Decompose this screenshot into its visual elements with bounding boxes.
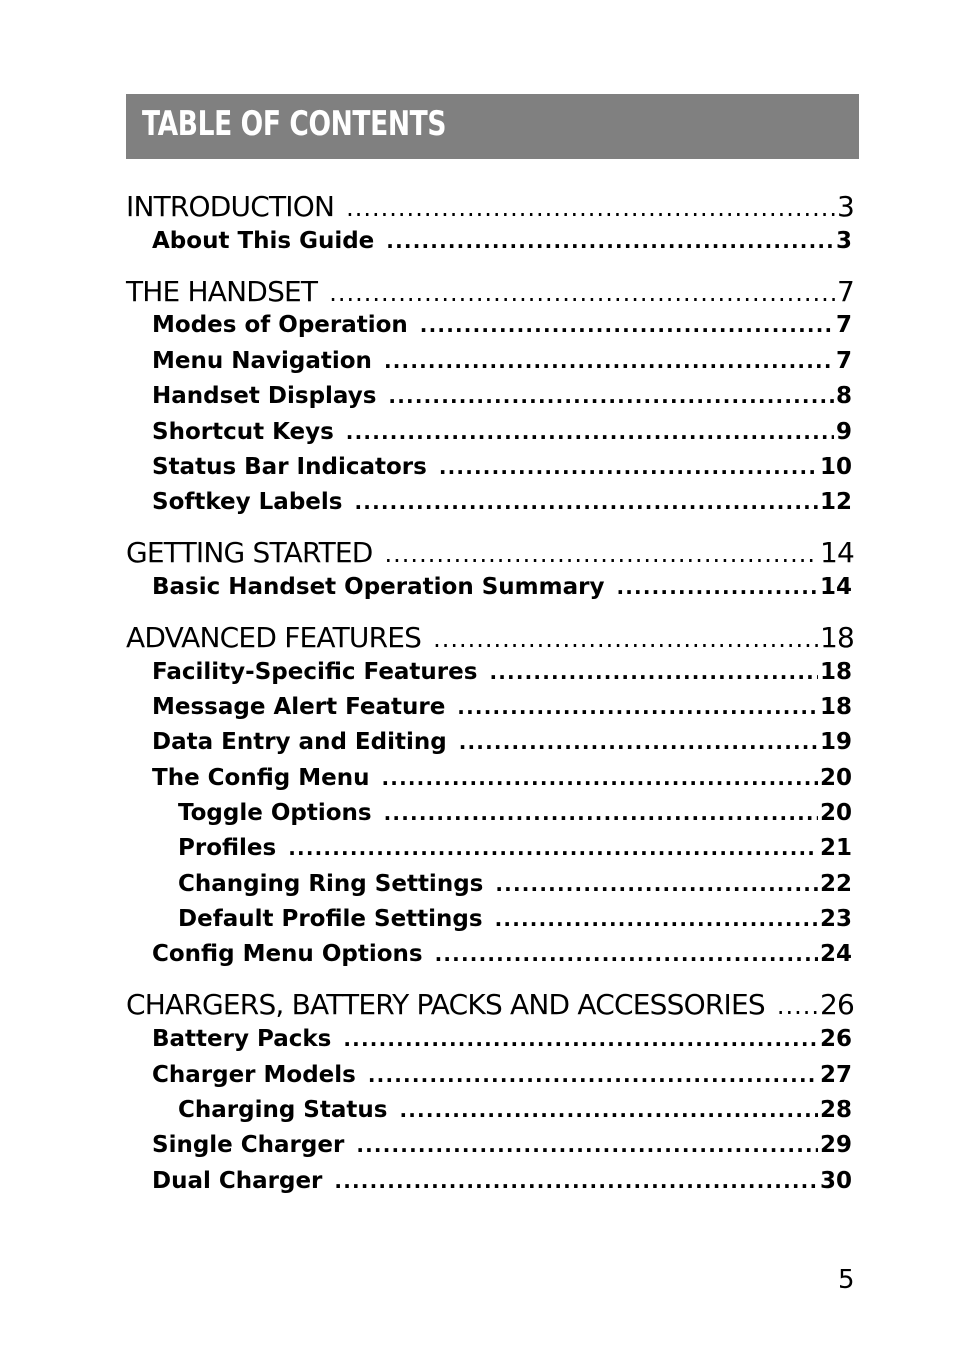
dot-leader <box>399 1098 818 1122</box>
toc-entry-page: 9 <box>835 419 852 445</box>
dot-leader <box>457 695 818 719</box>
toc-entry-page: 28 <box>819 1097 852 1123</box>
toc-section-entry[interactable] <box>126 988 854 1021</box>
toc-subsection-entry[interactable] <box>152 419 852 445</box>
toc-entry-label: Charging Status <box>178 1097 388 1123</box>
toc-entry-label: Modes of Operation <box>152 312 408 338</box>
toc-entry-page: 12 <box>819 489 852 515</box>
dot-leader <box>329 279 835 307</box>
dot-leader <box>439 455 818 479</box>
toc-entry-page: 18 <box>819 659 852 685</box>
toc-entry-page: 27 <box>819 1062 852 1088</box>
toc-entry-label: Charger Models <box>152 1062 356 1088</box>
toc-entry-label: About This Guide <box>152 228 375 254</box>
toc-entry-label: Facility-Specific Features <box>152 659 478 685</box>
toc-entry-page: 30 <box>819 1168 852 1194</box>
toc-entry-page: 3 <box>835 228 852 254</box>
toc-section-entry[interactable] <box>126 190 854 223</box>
toc-subsection-entry[interactable] <box>152 1132 852 1158</box>
toc-subsection-entry[interactable] <box>152 489 852 515</box>
dot-leader <box>616 575 818 599</box>
toc-entry-label: CHARGERS, BATTERY PACKS AND ACCESSORIES <box>126 988 765 1021</box>
toc-entry-page: 8 <box>835 383 852 409</box>
toc-entry-page: 26 <box>819 1026 852 1052</box>
dot-leader <box>334 1169 818 1193</box>
dot-leader <box>385 540 818 568</box>
dot-leader <box>495 872 818 896</box>
toc-subsection-entry[interactable] <box>152 348 852 374</box>
toc-entry-label: Dual Charger <box>152 1168 323 1194</box>
toc-entry-label: Status Bar Indicators <box>152 454 427 480</box>
toc-subsection-entry[interactable] <box>152 574 852 600</box>
toc-entry-label: Config Menu Options <box>152 941 423 967</box>
dot-leader <box>384 801 818 825</box>
toc-entry-label: Menu Navigation <box>152 348 372 374</box>
toc-entry-label: ADVANCED FEATURES <box>126 621 422 654</box>
dot-leader <box>495 907 818 931</box>
dot-leader <box>459 730 818 754</box>
toc-entry-page: 26 <box>819 988 854 1021</box>
toc-entry-label: Single Charger <box>152 1132 345 1158</box>
toc-entry-label: INTRODUCTION <box>126 190 335 223</box>
toc-subsection-entry[interactable] <box>178 1097 852 1123</box>
toc-subsection-entry[interactable] <box>178 906 852 932</box>
toc-entry-label: The Config Menu <box>152 765 370 791</box>
page-number: 5 <box>838 1265 855 1295</box>
toc-entry-page: 21 <box>819 835 852 861</box>
toc-section-entry[interactable] <box>126 275 854 308</box>
toc-entry-label: Softkey Labels <box>152 489 343 515</box>
dot-leader <box>435 942 818 966</box>
toc-subsection-entry[interactable] <box>152 1062 852 1088</box>
toc-section-entry[interactable] <box>126 621 854 654</box>
dot-leader <box>356 1133 818 1157</box>
toc-entry-page: 20 <box>819 765 852 791</box>
toc-subsection-entry[interactable] <box>152 659 852 685</box>
toc-subsection-entry[interactable] <box>178 800 852 826</box>
toc-entry-page: 23 <box>819 906 852 932</box>
toc-entry-label: Handset Displays <box>152 383 377 409</box>
dot-leader <box>777 992 818 1020</box>
toc-subsection-entry[interactable] <box>152 941 852 967</box>
toc-entry-page: 7 <box>836 275 854 308</box>
toc-entry-page: 24 <box>819 941 852 967</box>
toc-entry-label: Profiles <box>178 835 277 861</box>
dot-leader <box>384 349 834 373</box>
toc-entry-label: Shortcut Keys <box>152 419 334 445</box>
toc-entry-label: Toggle Options <box>178 800 372 826</box>
toc-subsection-entry[interactable] <box>152 383 852 409</box>
toc-entry-page: 20 <box>819 800 852 826</box>
toc-subsection-entry[interactable] <box>152 228 852 254</box>
toc-entry-page: 18 <box>819 694 852 720</box>
page-title: TABLE OF CONTENTS <box>142 104 447 144</box>
toc-subsection-entry[interactable] <box>178 835 852 861</box>
toc-entry-label: THE HANDSET <box>126 275 318 308</box>
dot-leader <box>288 836 818 860</box>
toc-entry-page: 29 <box>819 1132 852 1158</box>
dot-leader <box>354 490 818 514</box>
toc-entry-page: 7 <box>835 348 852 374</box>
dot-leader <box>346 194 835 222</box>
toc-subsection-entry[interactable] <box>178 871 852 897</box>
toc-entry-page: 14 <box>819 536 854 569</box>
toc-entry-label: Battery Packs <box>152 1026 332 1052</box>
toc-subsection-entry[interactable] <box>152 765 852 791</box>
toc-subsection-entry[interactable] <box>152 312 852 338</box>
dot-leader <box>346 420 834 444</box>
dot-leader <box>343 1027 818 1051</box>
dot-leader <box>489 660 818 684</box>
dot-leader <box>381 766 818 790</box>
dot-leader <box>386 229 834 253</box>
toc-entry-label: Data Entry and Editing <box>152 729 447 755</box>
toc-entry-label: Message Alert Feature <box>152 694 446 720</box>
toc-subsection-entry[interactable] <box>152 1168 852 1194</box>
toc-entry-page: 10 <box>819 454 852 480</box>
toc-entry-label: GETTING STARTED <box>126 536 373 569</box>
toc-entry-page: 14 <box>819 574 852 600</box>
dot-leader <box>368 1063 818 1087</box>
toc-section-entry[interactable] <box>126 536 854 569</box>
toc-entry-label: Changing Ring Settings <box>178 871 484 897</box>
toc-entry-label: Basic Handset Operation Summary <box>152 574 605 600</box>
toc-entry-page: 7 <box>835 312 852 338</box>
dot-leader <box>433 625 818 653</box>
toc-entry-page: 3 <box>836 190 854 223</box>
toc-entry-page: 19 <box>819 729 852 755</box>
toc-subsection-entry[interactable] <box>152 729 852 755</box>
toc-entry-page: 22 <box>819 871 852 897</box>
toc-subsection-entry[interactable] <box>152 454 852 480</box>
dot-leader <box>388 384 834 408</box>
dot-leader <box>420 313 834 337</box>
toc-entry-page: 18 <box>819 621 854 654</box>
toc-entry-label: Default Profile Settings <box>178 906 483 932</box>
toc-subsection-entry[interactable] <box>152 694 852 720</box>
toc-subsection-entry[interactable] <box>152 1026 852 1052</box>
